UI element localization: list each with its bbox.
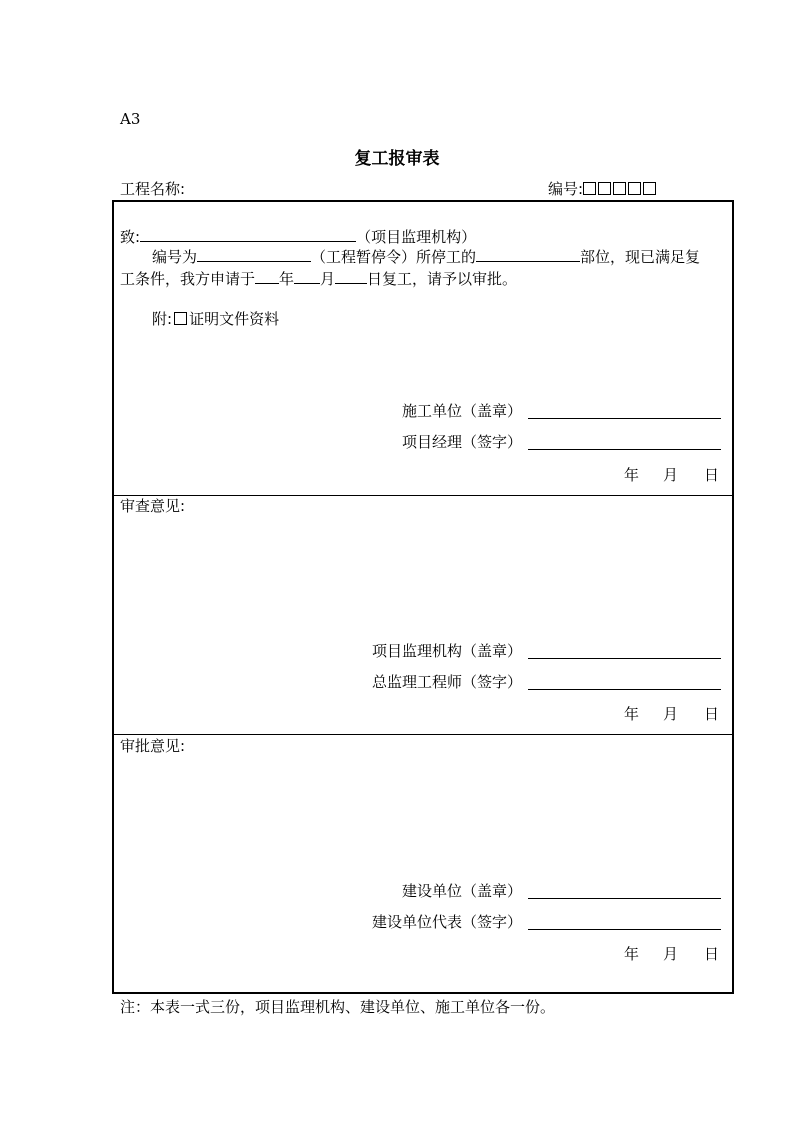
number-field bbox=[548, 180, 658, 198]
checkbox-icon bbox=[613, 182, 626, 195]
review-opinion-heading: 审查意见: bbox=[120, 497, 186, 515]
contractor-seal-line[interactable] bbox=[528, 418, 721, 419]
project-manager-sign-line[interactable] bbox=[528, 449, 721, 450]
attachment-line: 附: 证明文件资料 bbox=[152, 310, 280, 328]
request-line-2: 编号为 （工程暂停令）所停工的 部位，现已满足复 bbox=[152, 248, 701, 266]
date-month-label: 月 bbox=[663, 705, 679, 723]
date-year-label: 年 bbox=[624, 945, 640, 963]
attachment-checkbox[interactable] bbox=[174, 312, 187, 325]
form-code: A3 bbox=[120, 110, 141, 128]
approval-opinion-heading: 审批意见: bbox=[120, 737, 186, 755]
checkbox-icon bbox=[583, 182, 596, 195]
request-line-3: 工条件，我方申请于 年 月 日复工，请予以审批。 bbox=[120, 270, 518, 288]
date-day-label: 日 bbox=[704, 466, 720, 484]
section-divider bbox=[114, 734, 732, 735]
chief-engineer-sign-label: 总监理工程师（签字） bbox=[371, 673, 522, 691]
checkbox-icon bbox=[643, 182, 656, 195]
date-month-label: 月 bbox=[663, 945, 679, 963]
checkbox-icon bbox=[598, 182, 611, 195]
date-day-label: 日 bbox=[704, 945, 720, 963]
owner-representative-sign-label: 建设单位代表（签字） bbox=[371, 913, 522, 931]
owner-seal-label: 建设单位（盖章） bbox=[401, 882, 522, 900]
to-line: 致: （项目监理机构） bbox=[120, 228, 477, 246]
project-name-label: 工程名称: bbox=[120, 180, 186, 198]
order-number-blank[interactable] bbox=[197, 246, 311, 262]
review-form-table bbox=[112, 200, 734, 994]
location-blank[interactable] bbox=[476, 246, 580, 262]
date-day-label: 日 bbox=[704, 705, 720, 723]
contractor-seal-label: 施工单位（盖章） bbox=[401, 402, 522, 420]
supervision-seal-label: 项目监理机构（盖章） bbox=[371, 642, 522, 660]
month-blank[interactable] bbox=[294, 268, 320, 284]
date-year-label: 年 bbox=[624, 466, 640, 484]
supervision-org-blank[interactable] bbox=[140, 226, 356, 242]
day-blank[interactable] bbox=[335, 268, 367, 284]
date-month-label: 月 bbox=[663, 466, 679, 484]
year-blank[interactable] bbox=[255, 268, 279, 284]
checkbox-icon bbox=[628, 182, 641, 195]
supervision-seal-line[interactable] bbox=[528, 658, 721, 659]
project-manager-sign-label: 项目经理（签字） bbox=[401, 433, 522, 451]
footnote: 注：本表一式三份，项目监理机构、建设单位、施工单位各一份。 bbox=[120, 998, 556, 1016]
date-year-label: 年 bbox=[624, 705, 640, 723]
number-label: 编号: bbox=[548, 180, 584, 198]
owner-seal-line[interactable] bbox=[528, 898, 721, 899]
section-divider bbox=[114, 495, 732, 496]
page-title: 复工报审表 bbox=[354, 149, 440, 169]
chief-engineer-sign-line[interactable] bbox=[528, 689, 721, 690]
owner-representative-sign-line[interactable] bbox=[528, 929, 721, 930]
